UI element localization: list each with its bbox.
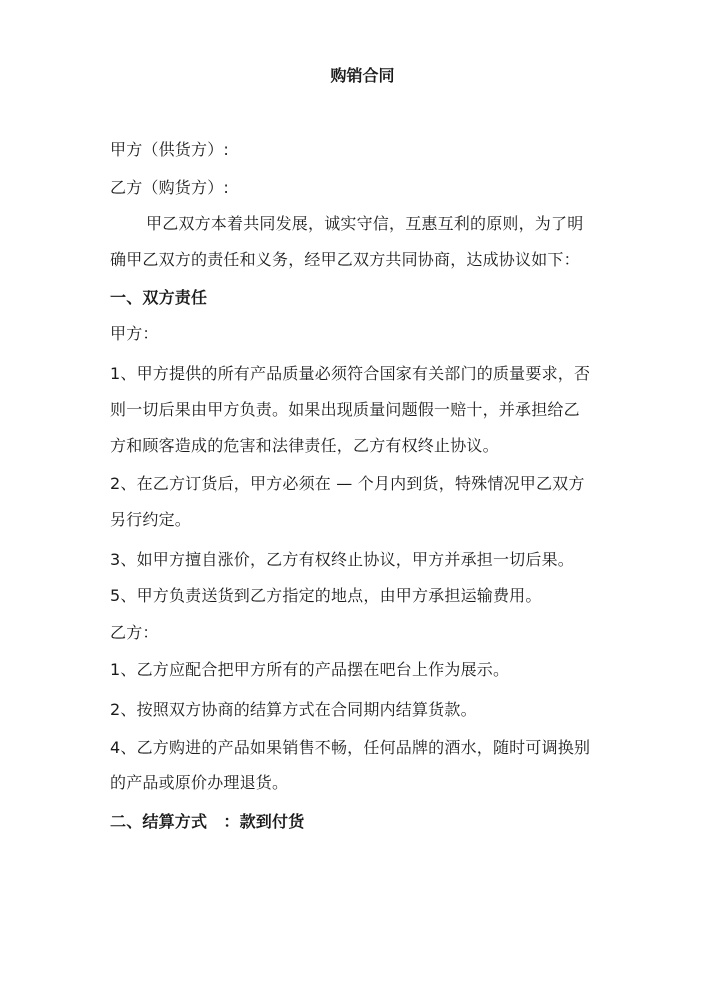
party-a-label: 甲方： <box>110 324 159 343</box>
clause-b1: 1、乙方应配合把甲方所有的产品摆在吧台上作为展示。 <box>110 660 510 679</box>
clause-a2-line-2: 另行约定。 <box>110 510 192 529</box>
clause-a1-line-1: 1、甲方提供的所有产品质量必须符合国家有关部门的质量要求，否 <box>110 364 591 383</box>
clause-a5: 5、甲方负责送货到乙方指定的地点，由甲方承担运输费用。 <box>110 586 542 605</box>
document-title: 购销合同 <box>330 66 395 85</box>
clause-a1-line-3: 方和顾客造成的危害和法律责任，乙方有权终止协议。 <box>110 436 499 455</box>
intro-paragraph-line-2: 确甲乙双方的责任和义务，经甲乙双方共同协商，达成协议如下： <box>110 250 580 269</box>
clause-b4-line-2: 的产品或原价办理退货。 <box>110 773 289 792</box>
section-1-heading: 一、双方责任 <box>110 288 208 307</box>
clause-b2: 2、按照双方协商的结算方式在合同期内结算货款。 <box>110 700 477 719</box>
clause-a3: 3、如甲方擅自涨价，乙方有权终止协议，甲方并承担一切后果。 <box>110 550 574 569</box>
clause-a2-line-1: 2、在乙方订货后，甲方必须在 — 个月内到货，特殊情况甲乙双方 <box>110 474 585 493</box>
clause-a1-line-2: 则一切后果由甲方负责。如果出现质量问题假一赔十，并承担给乙 <box>110 400 580 419</box>
party-b-label: 乙方： <box>110 623 159 642</box>
clause-b4-line-1: 4、乙方购进的产品如果销售不畅，任何品牌的酒水，随时可调换别 <box>110 738 591 757</box>
party-a-line: 甲方（供货方）: <box>110 140 229 159</box>
party-b-line: 乙方（购货方）: <box>110 178 229 197</box>
section-2-heading: 二、结算方式 ：款到付货 <box>110 812 305 831</box>
intro-paragraph-line-1: 甲乙双方本着共同发展，诚实守信，互惠互利的原则，为了明 <box>146 214 584 233</box>
